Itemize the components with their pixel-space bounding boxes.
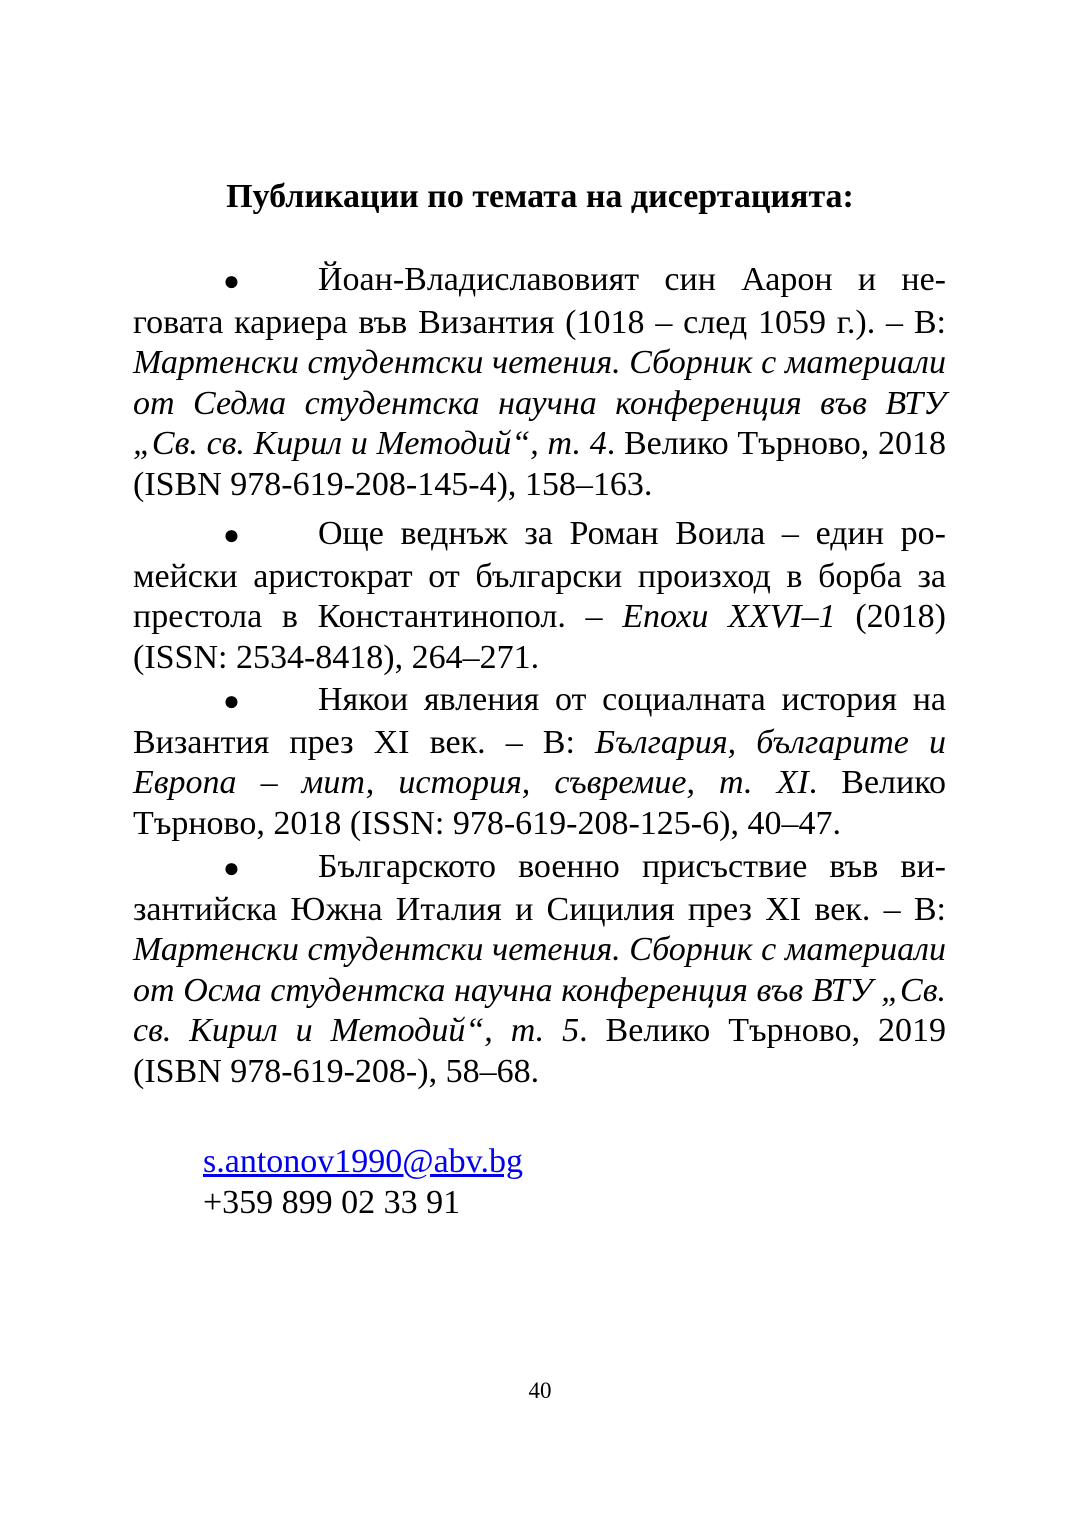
publication-item <box>133 514 946 678</box>
publication-source-title: Мартенски студентски четения. Сборник с материали от Седма студентска научна конференция във ВТУ „Св. св. Кирил и Методий“, т. 4 <box>133 344 946 462</box>
publication-text: Българското военно присъствие във византийска Южна Италия и Сицилия през XI век. – В: <box>133 848 946 928</box>
publication-details: (2018) (ISSN: 2534-8418), 264–271. <box>133 598 946 676</box>
publication-source-title: Мартенски студентски четения. Сборник с материали от Осма студентска научна конференция във ВТУ „Св. св. Кирил и Методий“, т. 5 <box>133 931 946 1049</box>
publication-item <box>133 847 946 1092</box>
section-heading: Публикации по темата на дисертацията: <box>226 178 854 215</box>
bullet-icon: ● <box>223 266 240 297</box>
publication-details: . Велико Търново, 2019 (ISBN 978-619-208-), 58–68. <box>133 1012 947 1090</box>
publication-text: Още веднъж за Роман Воила – един ромейски аристократ от български произход в борба за престола в Константинопол. – <box>133 515 946 635</box>
bullet-icon: ● <box>223 520 240 551</box>
phone-number: +359 899 02 33 91 <box>203 1183 461 1221</box>
publication-details: . Велико Търново, 2018 (ISSN: 978-619-208-125-6), 40–47. <box>133 764 946 842</box>
publication-item <box>133 680 946 844</box>
bullet-icon: ● <box>223 686 240 717</box>
contact-block <box>203 1142 523 1223</box>
publication-details: . Велико Търново, 2018 (ISBN 978-619-208-145-4), 158–163. <box>133 425 947 503</box>
publication-text: Някои явления от социалната история на Византия през XI век. – В: <box>133 681 946 761</box>
bullet-icon: ● <box>223 853 240 884</box>
publication-source-title: Епохи XXVI–1 <box>622 598 836 635</box>
publication-item <box>133 260 946 505</box>
publication-text: Йоан-Владиславовият син Аарон и неговата кариера във Византия (1018 – след 1059 г.). – В: <box>133 261 946 341</box>
email-link[interactable]: s.antonov1990@abv.bg <box>203 1143 523 1180</box>
page-number: 40 <box>528 1378 552 1403</box>
publication-source-title: България, българите и Европа – мит, история, съвремие, т. XI <box>133 723 946 801</box>
